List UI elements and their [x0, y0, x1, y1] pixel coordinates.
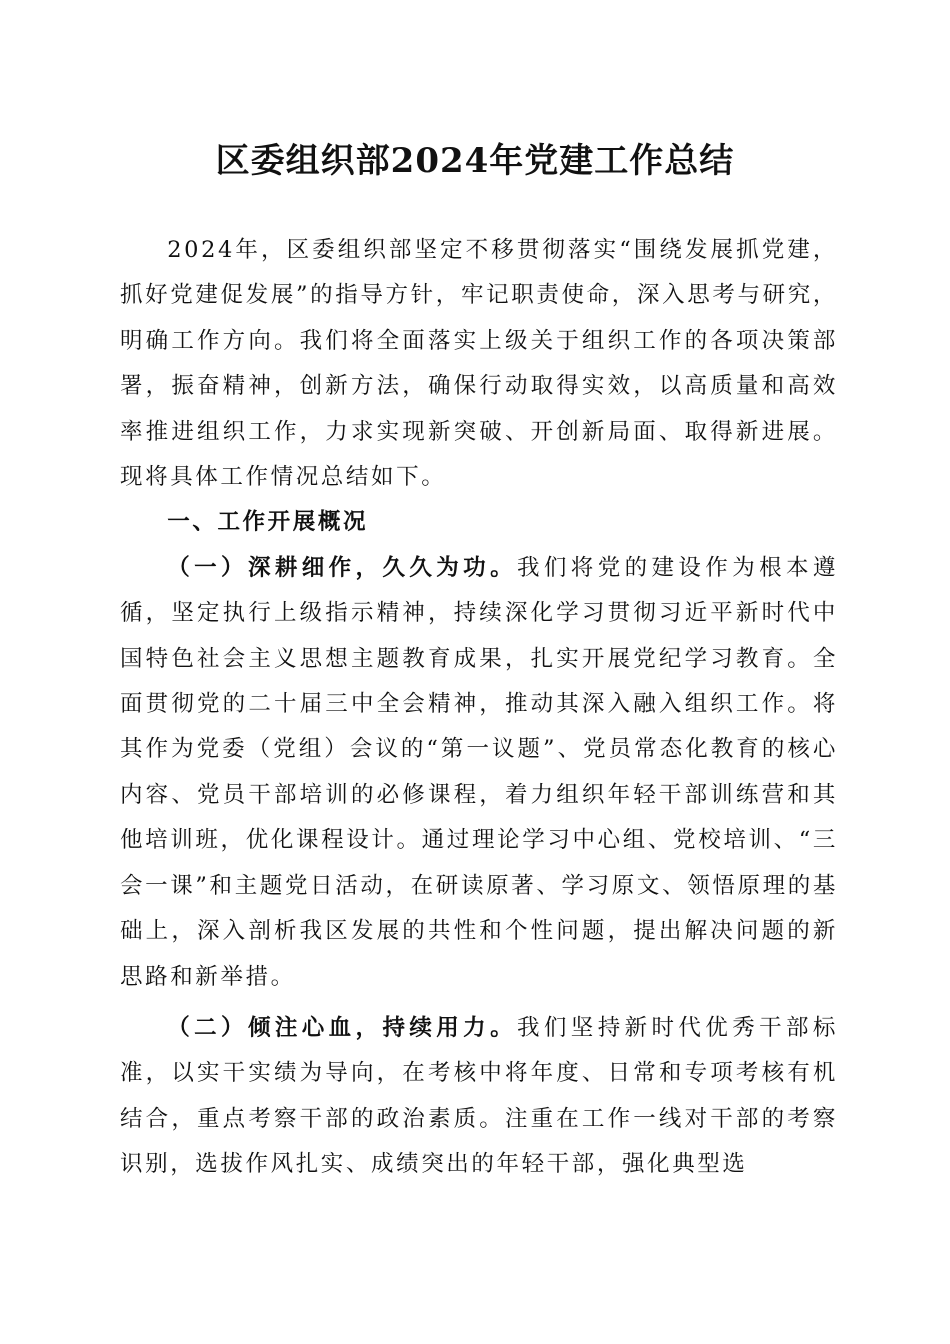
- item-lead-1: （一）深耕细作，久久为功。: [167, 554, 517, 581]
- item-text-1: 我们将党的建设作为根本遵循，坚定执行上级指示精神，持续深化学习贯彻习近平新时代中国特色社会主义思想主题教育成果，扎实开展党纪学习教育。全面贯彻党的二十届三中全会精神，推动其深入融入组织工作。将其作为党委（党组）会议的“第一议题”、党员常态化教育的核心内容、党员干部培训的必修课程，着力组织年轻干部训练营和其他培训班，优化课程设计。通过理论学习中心组、党校培训、“三会一课”和主题党日活动，在研读原著、学习原文、领悟原理的基础上，深入剖析我区发展的共性和个性问题，提出解决问题的新思路和新举措。: [120, 554, 839, 990]
- item-text-2: 我们坚持新时代优秀干部标准，以实干实绩为导向，在考核中将年度、日常和专项考核有机结合，重点考察干部的政治素质。注重在工作一线对干部的考察识别，选拔作风扎实、成绩突出的年轻干部，强化典型选: [120, 1014, 839, 1178]
- document-title: 区委组织部2024年党建工作总结: [215, 141, 735, 181]
- item-paragraph-1: [120, 546, 838, 1000]
- document-body: [120, 228, 838, 1188]
- intro-paragraph: 2024年，区委组织部坚定不移贯彻落实“围绕发展抓党建，抓好党建促发展”的指导方针，牢记职责使命，深入思考与研究，明确工作方向。我们将全面落实上级关于组织工作的各项决策部署，振奋精神，创新方法，确保行动取得实效，以高质量和高效率推进组织工作，力求实现新突破、开创新局面、取得新进展。现将具体工作情况总结如下。: [120, 237, 838, 491]
- item-paragraph-2: [120, 1006, 838, 1188]
- section-heading-1: 一、工作开展概况: [167, 509, 369, 536]
- item-lead-2: （二）倾注心血，持续用力。: [167, 1014, 517, 1041]
